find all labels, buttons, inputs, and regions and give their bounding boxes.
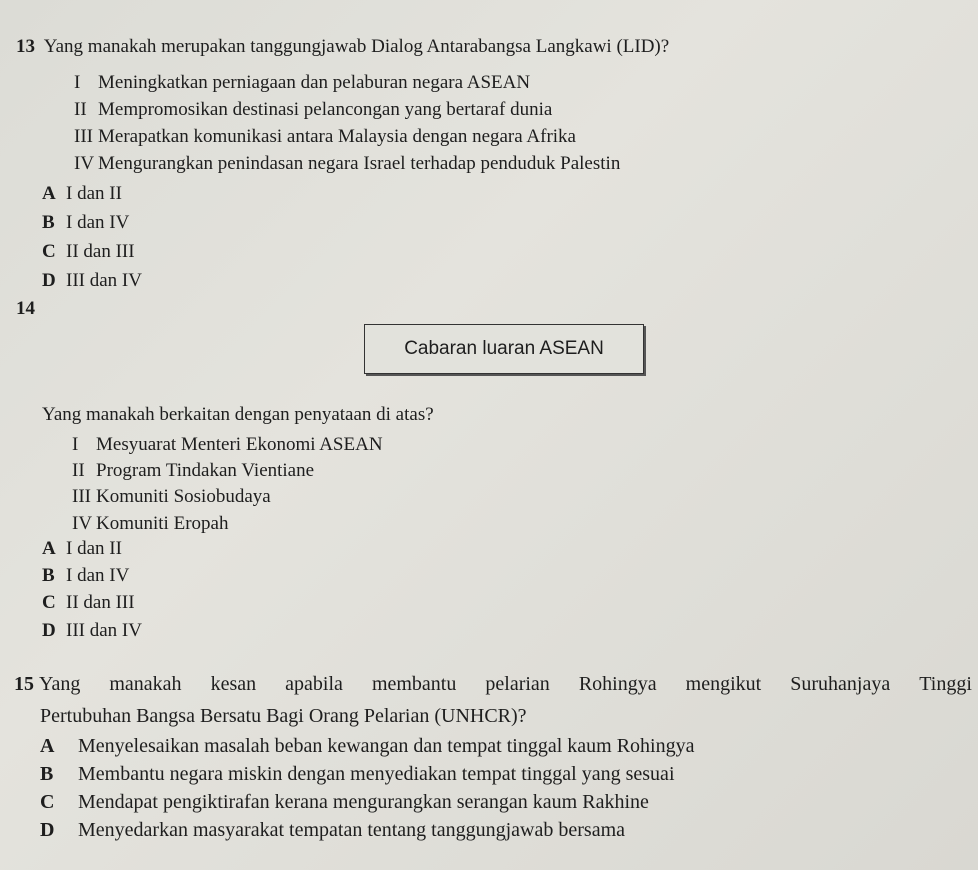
q13-statement-4-roman: IV: [74, 153, 95, 174]
q15-option-c-text: Mendapat pengiktirafan kerana mengurangkan serangan kaum Rakhine: [78, 791, 649, 813]
q14-statement-1: [72, 434, 383, 456]
q14-option-a-letter: A: [42, 538, 56, 559]
q13-statement-4-text: Mengurangkan penindasan negara Israel terhadap penduduk Palestin: [98, 153, 621, 174]
q13-option-d-letter: D: [42, 270, 56, 291]
q13-question-line: [16, 36, 669, 58]
q15-word-9: Suruhanjaya: [790, 673, 891, 695]
q15-word-1: Yang: [39, 673, 81, 695]
q14-option-d[interactable]: [42, 620, 142, 642]
q13-statement-1: [74, 72, 530, 94]
q13-statement-3-roman: III: [74, 126, 93, 147]
q15-word-10: Tinggi: [919, 673, 972, 695]
q14-statement-box: [364, 324, 644, 374]
q14-statement-3-roman: III: [72, 486, 91, 507]
q15-word-8: mengikut: [685, 673, 762, 695]
q15-question-line-1: [14, 673, 972, 696]
q13-option-b-letter: B: [42, 212, 55, 233]
q13-statement-2: [74, 99, 552, 121]
q14-statement-3-text: Komuniti Sosiobudaya: [96, 486, 271, 507]
q13-statement-4: [74, 153, 620, 175]
q13-question: Yang manakah merupakan tanggungjawab Dialog Antarabangsa Langkawi (LID)?: [43, 36, 670, 57]
q13-option-c-letter: C: [42, 241, 56, 262]
q14-statement-4: [72, 513, 228, 535]
q15-option-b[interactable]: [40, 763, 675, 786]
q14-statement-2-text: Program Tindakan Vientiane: [96, 460, 315, 481]
q13-statement-1-roman: I: [74, 72, 81, 93]
q14-question: Yang manakah berkaitan dengan penyataan di atas?: [42, 404, 434, 425]
q15-number: 15: [14, 673, 34, 695]
q14-option-d-text: III dan IV: [66, 620, 142, 641]
q15-option-b-text: Membantu negara miskin dengan menyediakan tempat tinggal yang sesuai: [78, 763, 675, 785]
q14-option-b-letter: B: [42, 565, 55, 586]
q15-option-d-letter: D: [40, 819, 55, 841]
q14-option-c[interactable]: [42, 592, 135, 614]
q13-option-c-text: II dan III: [66, 241, 135, 262]
q15-option-d[interactable]: [40, 819, 625, 842]
q15-option-b-letter: B: [40, 763, 54, 785]
q15-word-5: membantu: [371, 673, 457, 695]
q14-option-b[interactable]: [42, 565, 129, 587]
q14-option-c-letter: C: [42, 592, 56, 613]
q15-word: [14, 673, 80, 696]
q15-word-3: kesan: [210, 673, 257, 695]
q14-statement-3: [72, 486, 271, 508]
q14-statement-2-roman: II: [72, 460, 85, 481]
q15-word-2: manakah: [109, 673, 182, 695]
q13-statement-2-text: Mempromosikan destinasi pelancongan yang bertaraf dunia: [98, 99, 553, 120]
q13-statement-3: [74, 126, 576, 148]
q15-option-c[interactable]: [40, 791, 649, 814]
q13-number: 13: [16, 36, 35, 57]
q14-statement-4-text: Komuniti Eropah: [96, 513, 229, 534]
q15-word-6: pelarian: [485, 673, 550, 695]
q14-statement-1-text: Mesyuarat Menteri Ekonomi ASEAN: [96, 434, 383, 455]
q14-option-a[interactable]: [42, 538, 122, 560]
q15-option-d-text: Menyedarkan masyarakat tempatan tentang tanggungjawab bersama: [78, 819, 626, 841]
q14-option-c-text: II dan III: [66, 592, 135, 613]
q14-number: 14: [16, 298, 35, 319]
q14-option-b-text: I dan IV: [66, 565, 130, 586]
q14-box-text: Cabaran luaran ASEAN: [404, 338, 604, 359]
q15-word-4: apabila: [285, 673, 343, 695]
q14-option-d-letter: D: [42, 620, 56, 641]
q13-option-a[interactable]: [42, 183, 122, 205]
q13-option-d[interactable]: [42, 270, 142, 292]
q13-option-a-letter: A: [42, 183, 56, 204]
q13-statement-2-roman: II: [74, 99, 87, 120]
q13-option-b-text: I dan IV: [66, 212, 130, 233]
q15-option-a-text: Menyelesaikan masalah beban kewangan dan tempat tinggal kaum Rohingya: [78, 735, 695, 757]
q13-statement-1-text: Meningkatkan perniagaan dan pelaburan negara ASEAN: [98, 72, 531, 93]
q13-option-a-text: I dan II: [66, 183, 122, 204]
q13-option-b[interactable]: [42, 212, 129, 234]
q15-option-c-letter: C: [40, 791, 55, 813]
q14-statement-4-roman: IV: [72, 513, 93, 534]
q13-option-c[interactable]: [42, 241, 135, 263]
q14-option-a-text: I dan II: [66, 538, 122, 559]
q14-statement-1-roman: I: [72, 434, 79, 455]
q13-option-d-text: III dan IV: [66, 270, 142, 291]
q15-question-line-2: Pertubuhan Bangsa Bersatu Bagi Orang Pelarian (UNHCR)?: [40, 705, 527, 727]
q13-statement-3-text: Merapatkan komunikasi antara Malaysia dengan negara Afrika: [98, 126, 576, 147]
q15-option-a-letter: A: [40, 735, 55, 757]
q14-statement-2: [72, 460, 314, 482]
q15-option-a[interactable]: [40, 735, 694, 758]
q15-word-7: Rohingya: [578, 673, 657, 695]
